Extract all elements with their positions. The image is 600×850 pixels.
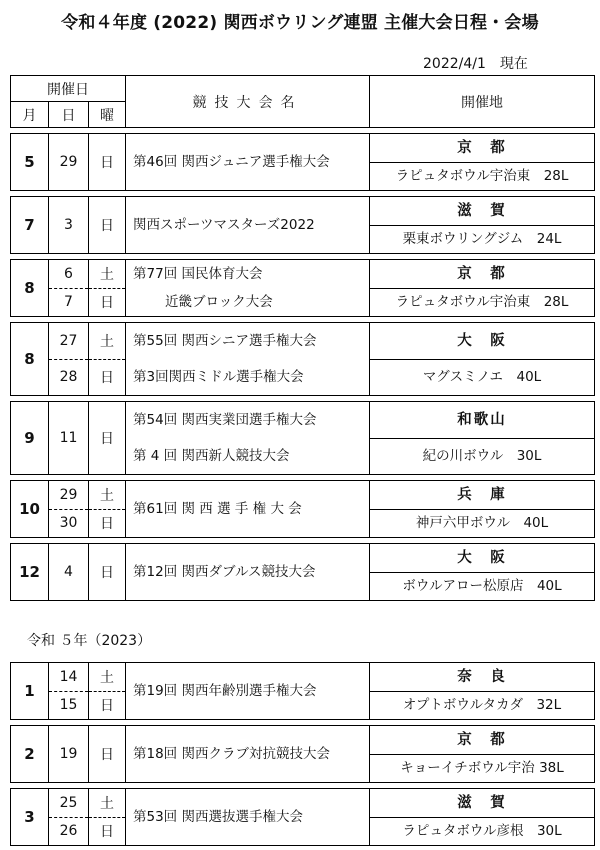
event-name-cell [126,726,370,783]
event-name: 第61回 関 西 選 手 権 大 会 [133,501,302,517]
event-day: 6 [49,260,89,289]
header-venue: 開催地 [370,76,595,128]
event-month: 3 [11,789,49,846]
event-weekday: 日 [89,691,126,720]
header-event-name: 競技大会名 [126,76,370,128]
event-venue-cell [370,134,595,191]
event-row [11,260,595,289]
section-2023-title: 令和 ５年（2023） [27,633,152,649]
event-name-cell [126,402,370,475]
events-2022 [11,128,595,607]
event-month: 9 [11,402,49,475]
event-venue-cell [370,402,595,475]
as-of-date: 2022/4/1 現在 [423,56,528,72]
event-name: 第46回 関西ジュニア選手権大会 [133,154,330,170]
event-name-cell [126,197,370,254]
venue-hall: オプトボウルタカダ 32L [370,691,594,719]
event-weekday: 日 [89,402,126,475]
event-weekday: 土 [89,789,126,818]
event-day: 27 [49,323,89,360]
event-row [11,481,595,510]
event-name: 関西スポーツマスターズ2022 [133,217,315,233]
event-month: 5 [11,134,49,191]
venue-prefecture: 滋 賀 [457,795,507,811]
schedule-table-2022 [10,75,595,606]
event-venue-cell [370,481,595,538]
event-venue-cell [370,323,595,396]
venue-hall: ラピュタボウル宇治東 28L [370,162,594,190]
event-day: 19 [49,726,89,783]
event-name-cell [126,481,370,538]
venue-hall: ボウルアロー松原店 40L [370,572,594,600]
venue-hall: 神戸六甲ボウル 40L [370,509,594,537]
event-month: 1 [11,663,49,720]
schedule-table-2023 [10,662,595,846]
venue-hall: 栗東ボウリングジム 24L [370,225,594,253]
row-gap-cell [11,601,595,607]
event-name: 第77回 国民体育大会 [133,266,263,282]
event-day: 11 [49,402,89,475]
venue-hall: ラピュタボウル宇治東 28L [370,288,594,316]
event-weekday: 土 [89,260,126,289]
event-day: 30 [49,509,89,538]
venue-prefecture: 大 阪 [457,333,507,349]
header-weekday: 曜 [89,102,126,128]
event-name: 第18回 関西クラブ対抗競技大会 [133,746,330,762]
venue-prefecture: 大 阪 [457,550,507,566]
venue-prefecture: 京 都 [457,732,507,748]
event-month: 10 [11,481,49,538]
event-row [11,197,595,254]
event-day: 28 [49,359,89,396]
event-name: 第53回 関西選抜選手権大会 [133,809,303,825]
event-venue-cell [370,726,595,783]
event-row [11,663,595,692]
events-2023 [11,663,595,846]
event-month: 12 [11,544,49,601]
venue-prefecture: 奈 良 [457,669,507,685]
event-row [11,134,595,191]
event-month: 8 [11,260,49,317]
event-day: 26 [49,817,89,846]
event-month: 7 [11,197,49,254]
event-name: 第54回 関西実業団選手権大会 [133,412,317,428]
event-weekday: 日 [89,359,126,396]
event-weekday: 土 [89,663,126,692]
event-weekday: 日 [89,197,126,254]
event-name-cell [126,260,370,317]
event-row [11,726,595,783]
event-row [11,544,595,601]
event-month: 2 [11,726,49,783]
venue-prefecture: 兵 庫 [457,487,507,503]
event-name: 第12回 関西ダブルス競技大会 [133,564,316,580]
event-day: 3 [49,197,89,254]
event-weekday: 日 [89,509,126,538]
venue-hall: ラピュタボウル彦根 30L [370,817,594,845]
event-weekday: 日 [89,288,126,317]
event-day: 15 [49,691,89,720]
event-venue-cell [370,260,595,317]
event-weekday: 日 [89,134,126,191]
event-row [11,402,595,475]
event-day: 7 [49,288,89,317]
event-weekday: 日 [89,817,126,846]
event-day: 14 [49,663,89,692]
event-name: 第 4 回 関西新人競技大会 [133,448,290,464]
venue-prefecture: 和歌山 [457,412,507,428]
venue-prefecture: 京 都 [457,266,507,282]
event-name-cell [126,134,370,191]
event-row [11,789,595,818]
event-month: 8 [11,323,49,396]
event-day: 4 [49,544,89,601]
event-row [11,323,595,360]
event-venue-cell [370,789,595,846]
header-day: 日 [49,102,89,128]
event-day: 29 [49,481,89,510]
event-name-cell [126,663,370,720]
event-name-cell [126,323,370,396]
row-gap [11,601,595,607]
event-weekday: 日 [89,726,126,783]
venue-hall: 紀の川ボウル 30L [370,438,594,474]
event-venue-cell [370,197,595,254]
event-day: 29 [49,134,89,191]
event-name: 第55回 関西シニア選手権大会 [133,333,317,349]
page-title: 令和４年度 (2022) 関西ボウリング連盟 主催大会日程・会場 [61,13,539,33]
event-name: 第3回関西ミドル選手権大会 [133,369,304,385]
event-day: 25 [49,789,89,818]
header-date-group: 開催日 [11,76,126,102]
event-weekday: 土 [89,481,126,510]
event-venue-cell [370,663,595,720]
venue-hall: マグスミノエ 40L [370,359,594,395]
event-venue-cell [370,544,595,601]
header-month: 月 [11,102,49,128]
event-weekday: 土 [89,323,126,360]
event-name: 近畿ブロック大会 [165,294,273,310]
event-name-cell [126,789,370,846]
event-name-cell [126,544,370,601]
venue-hall: キョーイチボウル宇治 38L [370,754,594,782]
event-weekday: 日 [89,544,126,601]
venue-prefecture: 京 都 [457,140,507,156]
event-name: 第19回 関西年齢別選手権大会 [133,683,317,699]
venue-prefecture: 滋 賀 [457,203,507,219]
